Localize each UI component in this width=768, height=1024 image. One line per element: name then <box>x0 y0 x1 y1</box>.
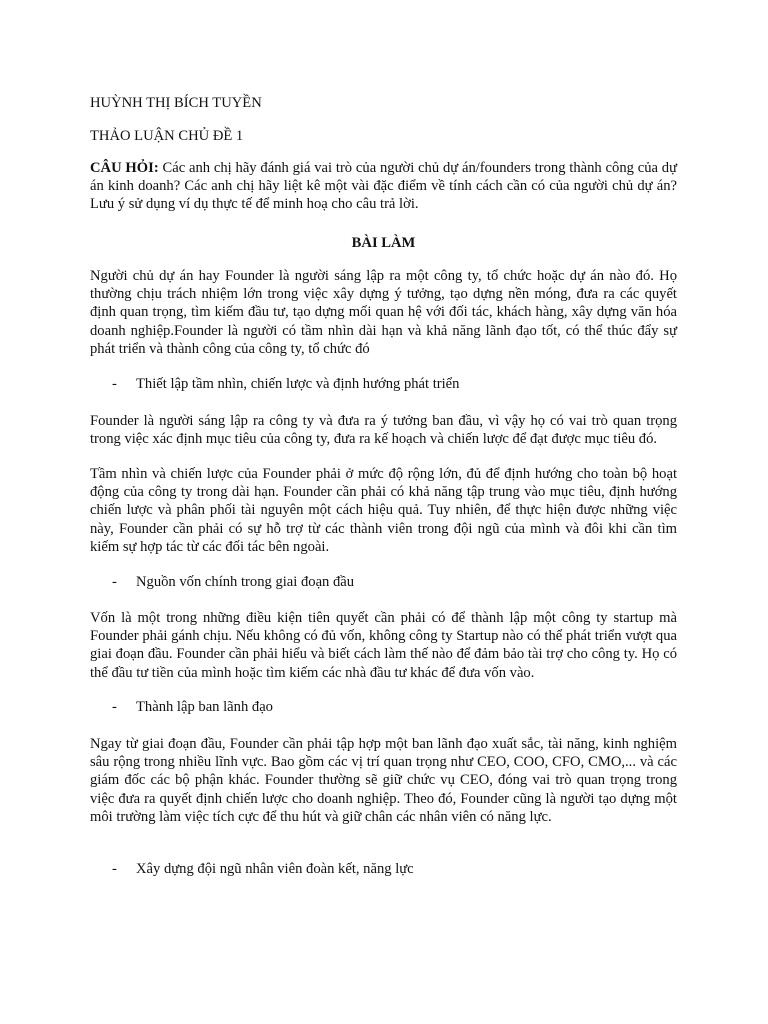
bullet-dash: - <box>112 861 117 877</box>
body-paragraph: Vốn là một trong những điều kiện tiên quyết cần phải có để thành lập một công ty startup mà Founder phải gánh chịu. Nếu không có đủ vốn, không công ty Startup nào có thể phát triển vượt qua giai đoạn đầu. Founder cần phải hiểu và biết cách làm thế nào để đảm bảo tài trợ cho công ty. Họ có thể đầu tư tiền của mình hoặc tìm kiếm các nhà đầu tư khác để đưa vốn vào. <box>90 610 677 681</box>
question-label: CÂU HỎI: <box>90 160 159 176</box>
bullet-text: Xây dựng đội ngũ nhân viên đoàn kết, năng lực <box>136 861 414 877</box>
body-paragraph: Founder là người sáng lập ra công ty và đưa ra ý tưởng ban đầu, vì vậy họ có vai trò quan trọng trong việc xác định mục tiêu của công ty, đưa ra kế hoạch và chiến lược để đạt được mục tiêu đó. <box>90 413 677 448</box>
bullet-dash: - <box>112 699 117 715</box>
bullet-dash: - <box>112 376 117 392</box>
section-title: BÀI LÀM <box>351 235 416 251</box>
bullet-item <box>90 375 677 393</box>
bullet-text: Thành lập ban lãnh đạo <box>136 699 273 715</box>
intro-paragraph: Người chủ dự án hay Founder là người sáng lập ra một công ty, tổ chức hoặc dự án nào đó. Họ thường chịu trách nhiệm lớn trong việc xây dựng ý tưởng, tạo dựng nền móng, đưa ra các quyết định quan trọng, tìm kiếm đầu tư, tạo dựng mối quan hệ với đối tác, khách hàng, xây dựng văn hóa doanh nghiệp.Founder là người có tầm nhìn dài hạn và khả năng lãnh đạo tốt, có thể thúc đẩy sự phát triển và thành công của công ty, tổ chức đó <box>90 268 677 357</box>
discussion-topic: THẢO LUẬN CHỦ ĐỀ 1 <box>90 128 244 144</box>
body-paragraph: Tầm nhìn và chiến lược của Founder phải ở mức độ rộng lớn, đủ để định hướng cho toàn bộ hoạt động của công ty trong dài hạn. Founder cần phải có khả năng tập trung vào mục tiêu, định hướng chiến lược và phân phối tài nguyên một cách hiệu quả. Tuy nhiên, để thực hiện được những việc này, Founder cần phải có sự hỗ trợ từ các thành viên trong đội ngũ của mình và đôi khi cần tìm kiếm sự hợp tác từ các đối tác bên ngoài. <box>90 466 677 555</box>
bullet-item <box>90 698 677 716</box>
bullet-item <box>90 573 677 591</box>
bullet-dash: - <box>112 574 117 590</box>
author-name: HUỲNH THỊ BÍCH TUYỀN <box>90 95 262 111</box>
bullet-text: Nguồn vốn chính trong giai đoạn đầu <box>136 574 355 590</box>
body-paragraph: Ngay từ giai đoạn đầu, Founder cần phải tập hợp một ban lãnh đạo xuất sắc, tài năng, kinh nghiệm sâu rộng trong nhiều lĩnh vực. Bao gồm các vị trí quan trọng như CEO, COO, CFO, CMO,... và các giám đốc các bộ phận khác. Founder thường sẽ giữ chức vụ CEO, đóng vai trò quan trọng trong việc đưa ra quyết định chiến lược cho doanh nghiệp. Theo đó, Founder cũng là người tạo dựng một môi trường làm việc tích cực để thu hút và giữ chân các nhân viên có năng lực. <box>90 736 677 825</box>
question-text: Các anh chị hãy đánh giá vai trò của người chủ dự án/founders trong thành công của dự án kinh doanh? Các anh chị hãy liệt kê một vài đặc điểm về tính cách cần có của người chủ dự án? Lưu ý sử dụng ví dụ thực tế để minh hoạ cho câu trả lời. <box>90 160 677 213</box>
bullet-item <box>90 860 677 878</box>
question-paragraph <box>90 159 677 214</box>
bullet-text: Thiết lập tầm nhìn, chiến lược và định hướng phát triển <box>136 376 460 392</box>
